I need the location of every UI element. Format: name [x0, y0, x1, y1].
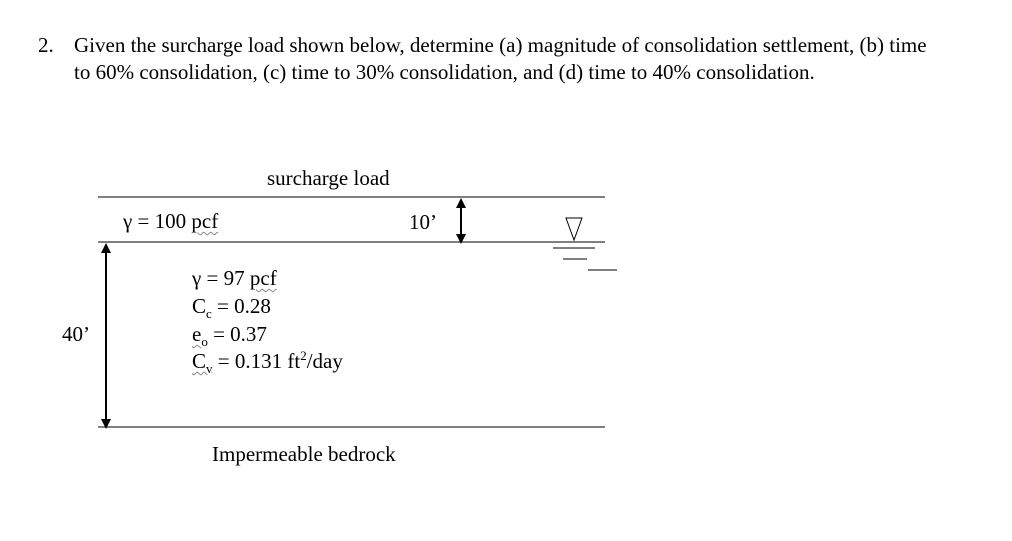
initial-void-ratio: $e_o = 0.37$: [192, 322, 267, 350]
problem-number: 2.: [38, 33, 54, 57]
coefficient-of-consolidation: $C_v = 0.131$ $ft^2$/day: [192, 348, 343, 377]
bedrock-label: Impermeable bedrock: [212, 442, 396, 466]
unit-pcf: pcf: [191, 209, 219, 233]
gamma-symbol: γ: [192, 266, 202, 290]
problem-text: Given the surcharge load shown below, determine (a) magnitude of consolidation settlement, (b) time to 60% consolidation, (c) time to 30% consolidation, and (d) time to 40% consolidation.: [74, 33, 927, 84]
top-layer-unit-weight: γ = 100 pcf: [123, 209, 219, 233]
clay-thickness-label: 40’: [62, 322, 90, 346]
gamma-symbol: γ: [123, 209, 133, 233]
unit-pcf: pcf: [249, 266, 277, 290]
compression-index: $C_c = 0.28$: [192, 294, 271, 322]
clay-unit-weight: γ = 97 pcf: [192, 266, 277, 290]
water-table-icon: [553, 218, 617, 270]
surcharge-load-label: surcharge load: [267, 166, 390, 190]
top-layer-thickness-label: 10’: [409, 210, 437, 234]
